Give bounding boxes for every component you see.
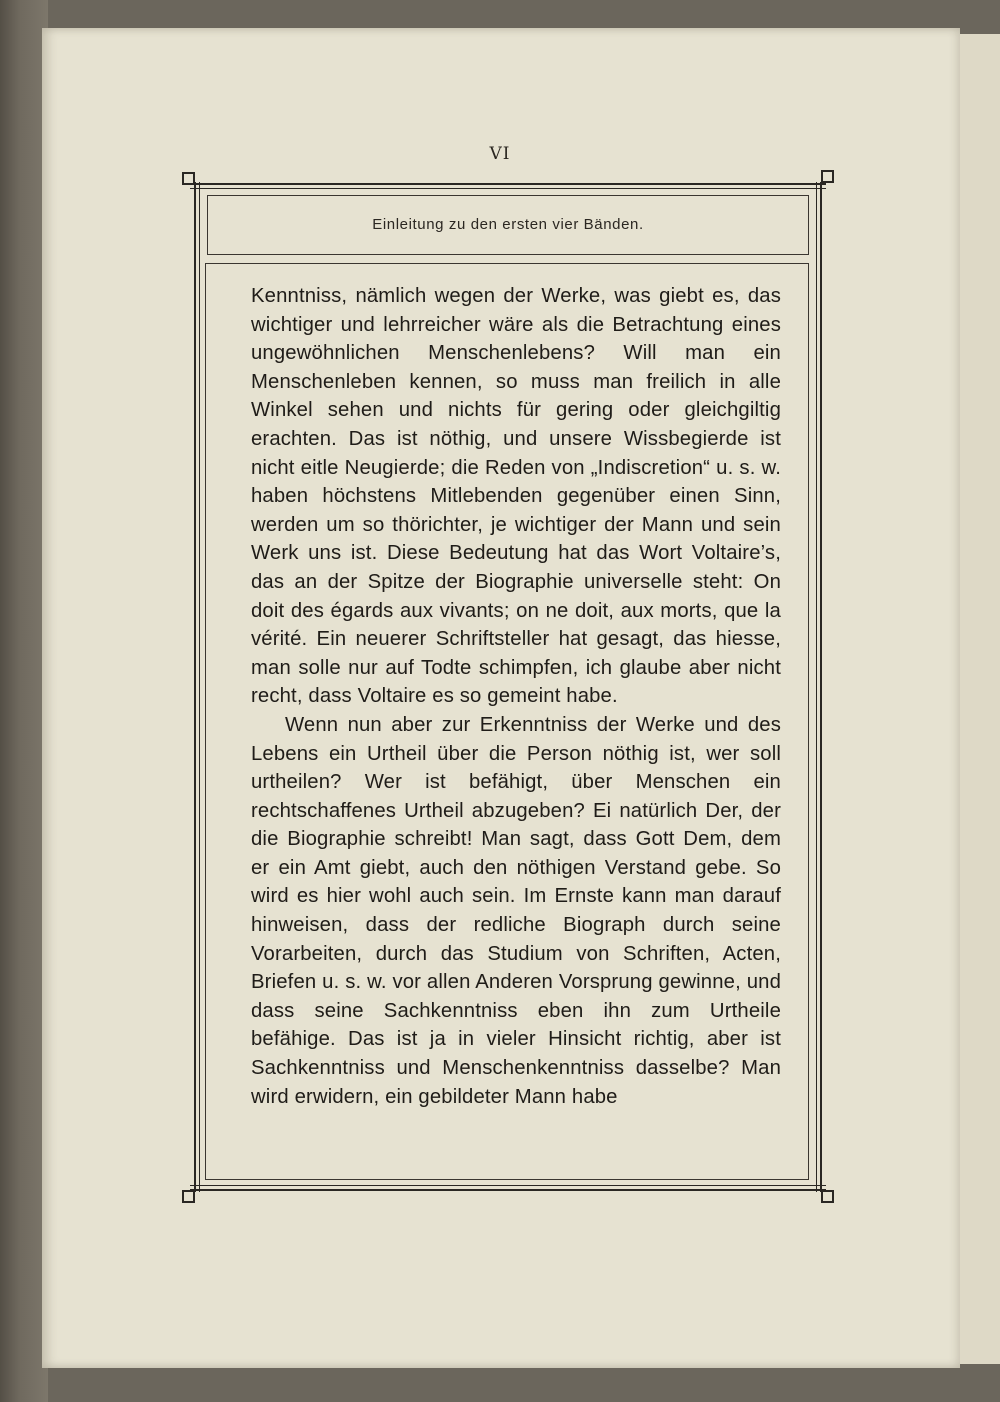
running-head: Einleitung zu den ersten vier Bänden. [372, 216, 644, 233]
body-text [251, 282, 781, 1111]
frame-right-rule-inner [816, 182, 817, 1192]
paragraph: Wenn nun aber zur Erkenntniss der Werke und des Lebens ein Urtheil über die Person nöthig ist, wer soll urtheilen? Wer ist befähigt, über Menschen ein rechtschaffenes Urtheil abzugeben? Ei natürlich Der, der die Biographie schreibt! Man sagt, dass Gott Dem, dem er ein Amt giebt, auch den nöthigen Verstand gebe. So wird es hier wohl auch sein. Im Ernste kann man darauf hinweisen, dass der redliche Biograph durch seine Vorarbeiten, durch das Studium von Schriften, Acten, Briefen u. s. w. vor allen Anderen Vorsprung gewinne, und dass seine Sachkenntniss eben ihn zum Urtheile befähige. Das ist ja in vieler Hinsicht richtig, aber ist Sachkenntniss und Menschenkenntniss dasselbe? Man wird erwidern, ein gebildeter Mann habe [251, 713, 781, 1108]
frame-corner-ornament-top-right [821, 170, 834, 183]
frame-left-rule [194, 182, 196, 1192]
next-page-edge [955, 34, 1000, 1364]
frame-left-rule-inner [199, 182, 200, 1192]
running-head-box [207, 195, 809, 255]
frame-corner-ornament-bottom-right [821, 1190, 834, 1203]
frame-corner-ornament-top-left [182, 172, 195, 185]
frame-top-rule [190, 183, 826, 185]
paragraph: Kenntniss, nämlich wegen der Werke, was giebt es, das wichtiger und lehrreicher wäre als die Betrachtung eines ungewöhnlichen Menschenlebens? Will man ein Menschenleben kennen, so muss man freilich in alle Winkel sehen und nichts für gering oder gleichgiltig erachten. Das ist nöthig, und unsere Wissbegierde ist nicht eitle Neugierde; die Reden von „Indiscretion“ u. s. w. haben höchstens Mitlebenden gegenüber einen Sinn, werden um so thörichter, je wichtiger der Mann und sein Werk uns ist. Diese Bedeutung hat das Wort Voltaire’s, das an der Spitze der Biographie universelle steht: On doit des égards aux vivants; on ne doit, aux morts, que la vérité. Ein neuerer Schriftsteller hat gesagt, das hiesse, man solle nur auf Todte schimpfen, ich glaube aber nicht recht, dass Voltaire es so gemeint habe. [251, 285, 781, 708]
page-number: VI [489, 144, 511, 164]
frame-top-rule-inner [190, 188, 826, 189]
frame-bottom-rule [190, 1189, 826, 1191]
book-cover-edge [0, 0, 48, 1402]
frame-bottom-rule-inner [190, 1185, 826, 1186]
frame-right-rule [820, 182, 822, 1192]
frame-corner-ornament-bottom-left [182, 1190, 195, 1203]
